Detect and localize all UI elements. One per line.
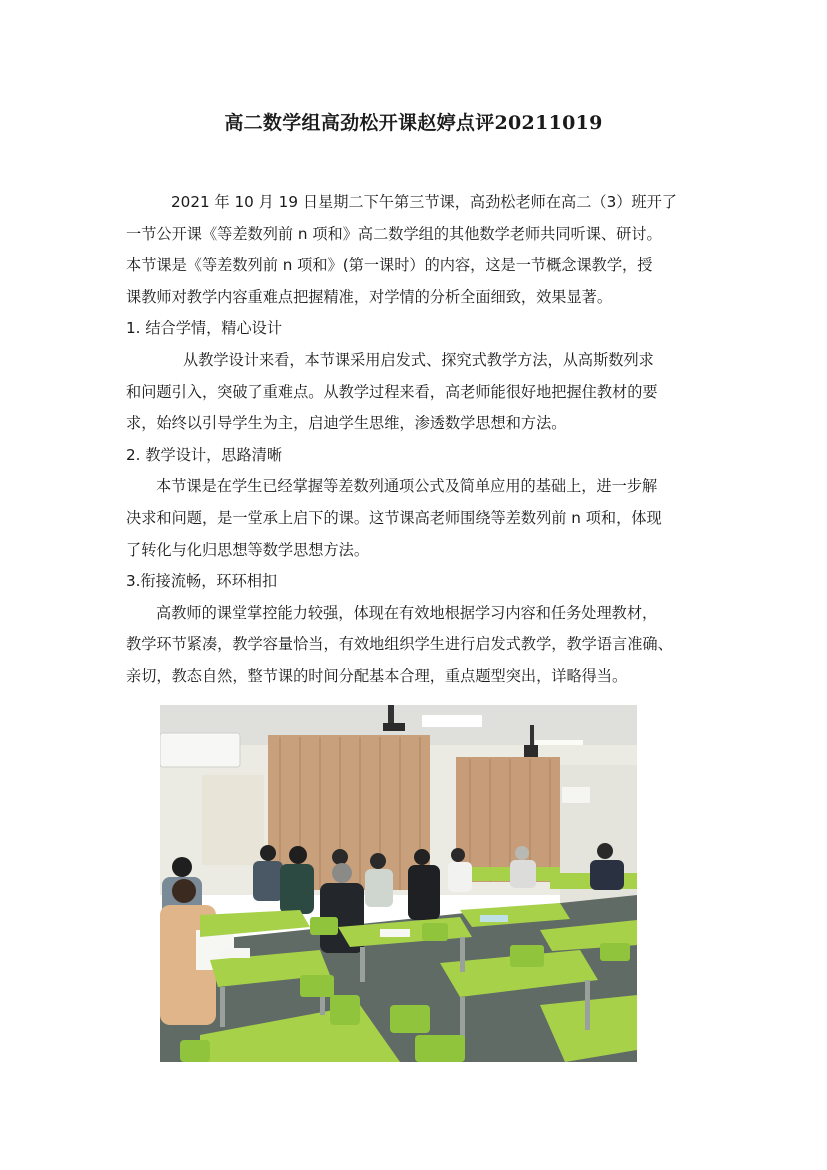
paragraph-line: 和问题引入，突破了重难点。从教学过程来看，高老师能很好地把握住教材的要	[126, 382, 658, 401]
paragraph-line: 课教师对教学内容重难点把握精准，对学情的分析全面细致，效果显著。	[126, 287, 612, 306]
document-body	[126, 187, 701, 693]
paragraph-line: 高教师的课堂掌控能力较强，体现在有效地根据学习内容和任务处理教材，	[156, 603, 658, 622]
paragraph-line: 了转化与化归思想等数学思想方法。	[126, 540, 369, 559]
section-heading: 2. 教学设计，思路清晰	[126, 445, 283, 464]
paragraph-line: 亲切，教态自然，整节课的时间分配基本合理，重点题型突出，详略得当。	[126, 666, 628, 685]
paragraph-line: 一节公开课《等差数列前 n 项和》高二数学组的其他数学老师共同听课、研讨。	[126, 224, 662, 243]
paragraph-line: 教学环节紧凑，教学容量恰当，有效地组织学生进行启发式教学，教学语言准确、	[126, 635, 673, 654]
paragraph-line: 决求和问题，是一堂承上启下的课。这节课高老师围绕等差数列前 n 项和，体现	[126, 508, 662, 527]
paragraph-line: 从教学设计来看，本节课采用启发式、探究式教学方法，从高斯数列求	[183, 350, 654, 369]
section-heading: 1. 结合学情，精心设计	[126, 319, 283, 338]
classroom-photo	[160, 705, 637, 1062]
paragraph-line: 2021 年 10 月 19 日星期二下午第三节课，高劲松老师在高二（3）班开了	[171, 193, 677, 211]
paragraph-line: 求，始终以引导学生为主，启迪学生思维，渗透数学思想和方法。	[126, 414, 567, 433]
section-heading: 3.衔接流畅，环环相扣	[126, 572, 278, 591]
paragraph-line: 本节课是《等差数列前 n 项和》(第一课时）的内容，这是一节概念课教学，授	[126, 256, 653, 275]
page-title: 高二数学组高劲松开课赵婷点评20211019	[224, 112, 603, 134]
paragraph-line: 本节课是在学生已经掌握等差数列通项公式及简单应用的基础上，进一步解	[156, 477, 658, 496]
